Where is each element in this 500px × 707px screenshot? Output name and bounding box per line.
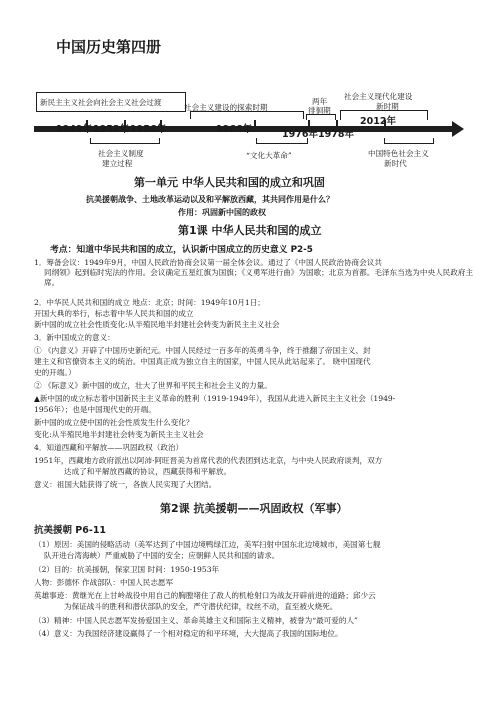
lesson1-line: 4．知道西藏和平解放——巩固政权（政治） <box>34 443 184 452</box>
timeline-arrow-icon <box>452 121 464 137</box>
period-explore-label: 社会主义建设的探索时期 <box>184 103 268 112</box>
year-label-2012: 2012年 <box>360 116 396 127</box>
lesson2-subheading: 抗美援朝 P6-11 <box>34 525 107 536</box>
unit-answer: 作用：巩固新中国的政权 <box>178 208 266 217</box>
lesson1-line: 2．中华民人民共和国的成立 地点：北京；时间：1949年10月1日； <box>34 298 265 307</box>
lesson1-line: 意义：祖国大陆获得了统一，各族人民实现了大团结。 <box>34 480 217 489</box>
lesson2-line: 英雄事迹：黄继光在上甘岭战役中用自己的胸膛堵住了敌人的机枪射口为战友开辟前进的道路；邱少云 <box>34 591 376 600</box>
lesson1-line: ① 《内意义》开辟了中国历史新纪元。中国人民经过一百多年的英勇斗争，终于推翻了帝国主义、封 <box>34 346 371 355</box>
year-label-1949: 1949年 <box>56 124 92 135</box>
lesson1-line: ② 《际意义》新中国的成立，壮大了世界和平民主和社会主义的力量。 <box>34 381 272 390</box>
lesson2-line: （3）精神：中国人民志愿军发扬爱国主义、革命英雄主义和国际主义精神，被誉为“最可爱的人” <box>34 616 358 625</box>
lesson1-heading: 第1课 中华人民共和国的成立 <box>178 224 322 237</box>
lesson2-line: 为保证战斗的胜利和潜伏部队的安全，严守潜伏纪律，纹丝不动，直至被火烧死。 <box>64 602 338 611</box>
period-wait-label-2: 徘徊期 <box>308 106 331 115</box>
lesson2-line: （2）目的：抗美援朝，保家卫国 时间：1950-1953年 <box>34 565 220 574</box>
period-modern-label-1: 社会主义现代化建设 <box>344 92 413 101</box>
unit-question: 抗美援朝战争、土地改革运动以及和平解放西藏，其共同作用是什么？ <box>86 195 334 204</box>
lesson1-point: 考点：知道中华民共和国的成立，认识新中国成立的历史意义 P2-5 <box>50 245 313 255</box>
lesson1-line: 3．新中国成立的意义： <box>34 333 115 342</box>
year-label-1978: 1978年 <box>318 129 354 140</box>
tick-1966 <box>254 120 256 130</box>
system-label-1: 社会主义制度 <box>98 149 144 158</box>
lesson1-line: 史的开端。） <box>34 368 76 377</box>
lesson1-line: 同纲领》起到临时宪法的作用。会议确定五星红旗为国旗；《义勇军进行曲》为国歌；北京为首都。毛泽东当选为中央人民政府主席。 <box>44 268 474 287</box>
lesson1-line: 建主义和官僚资本主义的统治。中国真正成为独立自主的国家，中国人民从此站起来了。 晓中国现代 <box>34 357 371 366</box>
year-label-1956: 1956年 <box>130 124 166 135</box>
lesson2-heading: 第2课 抗美援朝——巩固政权（军事） <box>160 502 348 515</box>
lesson1-line: 新中国的成立社会性质变化:从半殖民地半封建社会转变为新民主主义社会 <box>34 320 280 329</box>
lesson1-line: 1956年）；也是中国现代史的开端。 <box>34 405 156 414</box>
new-era-label-1: 中国特色社会主义 <box>368 149 429 158</box>
new-era-bracket <box>384 138 434 144</box>
lesson1-line: ▲新中国的成立标志着中国新民主主义革命的胜利（1919-1949年），我国从此进入新民主主义社会（1949- <box>34 394 396 403</box>
lesson2-line: 人物：彭德怀 作战部队：中国人民志愿军 <box>34 578 174 587</box>
period-explore-bracket <box>190 111 304 119</box>
page-title: 中国历史第四册 <box>56 38 162 56</box>
year-label-1976: 1976年 <box>282 129 318 140</box>
lesson2-line: （1）原因：美国的侵略活动（美军达到了中国边境鸭绿江边，美军扫射中国东北边境城市，美国第七舰 <box>34 540 381 549</box>
period-wait-label-1: 两年 <box>312 97 328 106</box>
lesson2-line: （4）意义：为我国经济建设赢得了一个相对稳定的和平环境，大大提高了我国的国际地位。 <box>34 629 343 638</box>
system-bracket <box>90 138 160 144</box>
period-modern-label-2: 新时期 <box>376 102 399 111</box>
cultural-revolution-label: “文化大革命” <box>246 151 292 160</box>
lesson1-line: 达成了和平解放西藏的协议，西藏获得和平解放。 <box>64 467 232 476</box>
lesson1-line: 1．筹备会议：1949年9月，中国人民政治协商会议第一届全体会议。通过了《中国人民政治协商会议共 <box>34 258 382 267</box>
year-label-1966: 1966年 <box>216 124 252 135</box>
year-label-1953: 1953年 <box>93 124 129 135</box>
system-label-2: 建立过程 <box>102 159 133 168</box>
new-era-label-2: 新时代 <box>384 159 407 168</box>
lesson2-line: 队开进台湾海峡）严重威胁了中国的安全；应朝鲜人民共和国的请求。 <box>44 551 280 560</box>
lesson1-line: 变化:从半殖民地半封建社会转变为新民主主义社会 <box>34 430 204 439</box>
cr-bracket <box>256 138 308 144</box>
transition-label: 新民主主义社会向社会主义社会过渡 <box>40 98 162 107</box>
lesson1-line: 新中国的成立使中国的社会性质发生什么变化？ <box>34 418 194 427</box>
period-wait-bracket <box>306 114 336 120</box>
lesson1-line: 1951年，西藏地方政府派出以阿沛·阿旺晋美为首席代表的代表团到达北京，与中央人民政府谈判，双方 <box>34 456 383 465</box>
unit-heading: 第一单元 中华人民共和国的成立和巩固 <box>134 176 325 189</box>
lesson1-line: 开国大典的举行，标志着中华人民共和国的成立 <box>34 309 194 318</box>
